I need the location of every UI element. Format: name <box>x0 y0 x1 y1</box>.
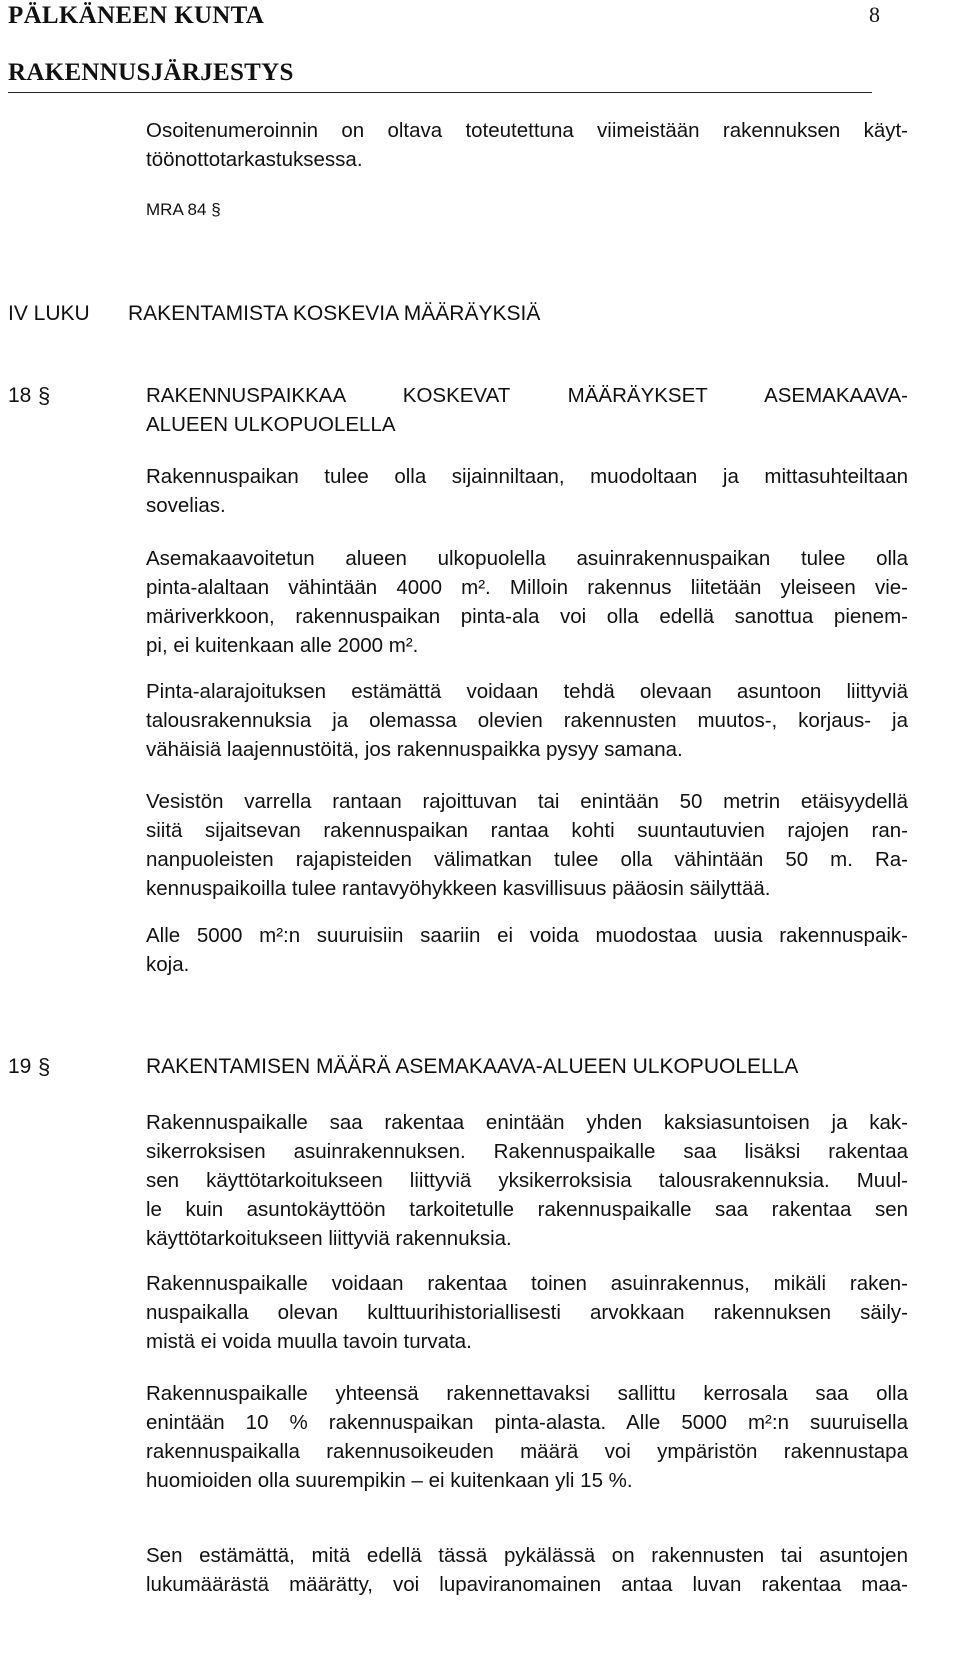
paragraph <box>146 544 908 660</box>
paragraph <box>146 1108 908 1253</box>
text-line: sikerroksisen asuinrakennuksen. Rakennuspaikalle saa lisäksi rakentaa <box>146 1140 908 1163</box>
section-sign: § <box>38 383 51 408</box>
text-line: lukumäärästä määrätty, voi lupaviranomainen antaa luvan rakentaa maa- <box>146 1573 908 1596</box>
municipality-name: PÄLKÄNEEN KUNTA <box>8 2 265 29</box>
text-line: Rakennuspaikan tulee olla sijainniltaan, muodoltaan ja mittasuhteiltaan <box>146 465 908 488</box>
paragraph <box>146 1541 908 1599</box>
paragraph <box>146 1379 908 1495</box>
text-line: käyttötarkoitukseen liittyviä rakennuksia. <box>146 1227 512 1250</box>
paragraph <box>146 677 908 764</box>
text-line: nanpuoleisten rajapisteiden välimatkan tulee olla vähintään 50 m. Ra- <box>146 848 908 871</box>
chapter-number: IV LUKU <box>8 302 90 325</box>
title-line: ALUEEN ULKOPUOLELLA <box>146 413 396 436</box>
text-line: Pinta-alarajoituksen estämättä voidaan tehdä olevaan asuntoon liittyviä <box>146 680 908 703</box>
paragraph <box>146 921 908 979</box>
text-line: sen käyttötarkoitukseen liittyviä yksikerroksisia talousrakennuksia. Muul- <box>146 1169 908 1192</box>
text-line: Osoitenumeroinnin on oltava toteutettuna viimeistään rakennuksen käyt- <box>146 119 908 142</box>
page-header <box>8 0 880 93</box>
text-line: le kuin asuntokäyttöön tarkoitetulle rakennuspaikalle saa rakentaa sen <box>146 1198 908 1221</box>
text-line: koja. <box>146 953 190 976</box>
text-line: Vesistön varrella rantaan rajoittuvan tai enintään 50 metrin etäisyydellä <box>146 790 908 813</box>
paragraph <box>146 462 908 520</box>
paragraph <box>146 787 908 903</box>
text-line: Alle 5000 m²:n suuruisiin saariin ei voida muodostaa uusia rakennuspaik- <box>146 924 908 947</box>
text-line: mistä ei voida muulla tavoin turvata. <box>146 1330 472 1353</box>
text-line: pi, ei kuitenkaan alle 2000 m². <box>146 634 419 657</box>
text-line: Asemakaavoitetun alueen ulkopuolella asuinrakennuspaikan tulee olla <box>146 547 908 570</box>
text-line: Sen estämättä, mitä edellä tässä pykälässä on rakennusten tai asuntojen <box>146 1544 908 1567</box>
text-line: talousrakennuksia ja olemassa olevien rakennusten muutos-, korjaus- ja <box>146 709 908 732</box>
text-line: märiverkkoon, rakennuspaikan pinta-ala voi olla edellä sanottua pienem- <box>146 605 908 628</box>
text-line: kennuspaikoilla tulee rantavyöhykkeen kasvillisuus pääosin säilyttää. <box>146 877 771 900</box>
text-line: sovelias. <box>146 494 226 517</box>
text-line: pinta-alaltaan vähintään 4000 m². Milloin rakennus liitetään yleiseen vie- <box>146 576 908 599</box>
section-number: 18 <box>8 384 32 407</box>
text-line: siitä sijaitsevan rakennuspaikan rantaa kohti suuntautuvien rajojen ran- <box>146 819 908 842</box>
text-line: Rakennuspaikalle saa rakentaa enintään yhden kaksiasuntoisen ja kak- <box>146 1111 908 1134</box>
section-title: RAKENTAMISEN MÄÄRÄ ASEMAKAAVA-ALUEEN ULKOPUOLELLA <box>146 1055 799 1078</box>
text-line: rakennuspaikalla rakennusoikeuden määrä voi ympäristön rakennustapa <box>146 1440 908 1463</box>
paragraph <box>146 1269 908 1356</box>
document-title: RAKENNUSJÄRJESTYS <box>8 59 294 86</box>
text-line: Rakennuspaikalle voidaan rakentaa toinen asuinrakennus, mikäli raken- <box>146 1272 908 1295</box>
text-line: nuspaikalla olevan kulttuurihistoriallisesti arvokkaan rakennuksen säily- <box>146 1301 908 1324</box>
chapter-title: RAKENTAMISTA KOSKEVIA MÄÄRÄYKSIÄ <box>128 302 541 325</box>
text-line: huomioiden olla suurempikin – ei kuitenkaan yli 15 %. <box>146 1469 633 1492</box>
text-line: Rakennuspaikalle yhteensä rakennettavaksi sallittu kerrosala saa olla <box>146 1382 908 1405</box>
section-sign: § <box>38 1054 51 1079</box>
intro-paragraph <box>146 116 908 174</box>
section-number: 19 <box>8 1055 32 1078</box>
text-line: enintään 10 % rakennuspaikan pinta-alasta. Alle 5000 m²:n suuruisella <box>146 1411 908 1434</box>
text-line: vähäisiä laajennustöitä, jos rakennuspaikka pysyy samana. <box>146 738 683 761</box>
page-number: 8 <box>869 2 880 27</box>
title-line: RAKENNUSPAIKKAA KOSKEVAT MÄÄRÄYKSET ASEMAKAAVA- <box>146 384 908 407</box>
text-line: töönottotarkastuksessa. <box>146 148 363 171</box>
legal-reference: MRA 84 § <box>146 200 221 219</box>
section-title <box>146 381 908 439</box>
